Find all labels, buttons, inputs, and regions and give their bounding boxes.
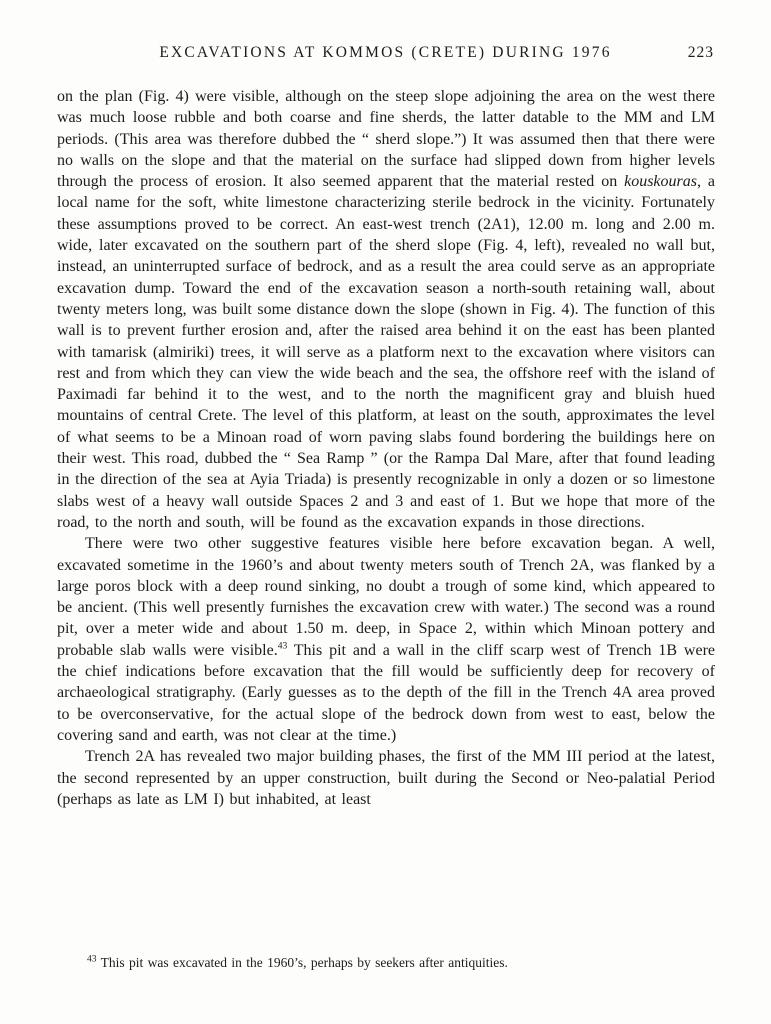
text-segment: There were two other suggestive features visible here before excavation began. A well, excavated sometime in the 1960’s and about twenty meters south of Trench 2A, was flanked by a large poros block with a deep round sinking, no doubt a trough of some kind, which appeared to be ancient. (This well presently furnishes the excavation crew with water.) The second was a round pit, over a meter wide and about 1.50 m. deep, in Space 2, within which Minoan pottery and probable slab walls were visible. (57, 535, 715, 659)
text-segment: Trench 2A has revealed two major building phases, the first of the MM III period at the latest, the second represented by an upper construction, built during the Second or Neo-palatial Period (perhaps as late as LM I) but inhabited, at least (57, 748, 715, 808)
text-segment: , a local name for the soft, white limestone characterizing sterile bedrock in the vicinity. Fortunately these assumptions proved to be correct. An east-west trench (2A1), 12.00 m. long and 2.00 m. wide, later excavated on the southern part of the sherd slope (Fig. 4, left), revealed no wall but, instead, an uninterrupted surface of bedrock, and as a result the area could serve as an appropriate excavation dump. Toward the end of the excavation season a north-south retaining wall, about twenty meters long, was built some distance down the slope (shown in Fig. 4). The function of this wall is to prevent further erosion and, after the raised area behind it on the east has been planted with tamarisk (almiriki) trees, it will serve as a platform next to the excavation where visitors can rest and from which they can view the wide beach and the sea, the offshore reef with the island of Paximadi far behind it to the west, and to the north the magnificent gray and bluish hued mountains of central Crete. The level of this platform, at least on the south, approximates the level of what seems to be a Minoan road of worn paving slabs found bordering the buildings here on their west. This road, dubbed the “ Sea Ramp ” (or the Rampa Dal Mare, after that found leading in the direction of the sea at Ayia Triada) is presently recognizable in only a dozen or so limestone slabs west of a heavy wall outside Spaces 2 and 3 and east of 1. But we hope that more of the road, to the north and south, will be found as the excavation expands in those directions. (57, 173, 716, 531)
text-segment: This pit and a wall in the cliff scarp west of Trench 1B were the chief indications before excavation that the fill would be sufficiently deep for recovery of archaeological stratigraphy. (Early guesses as to the depth of the fill in the Trench 4A area proved to be overconservative, for the actual slope of the bedrock down from west to east, below the covering sand and earth, was not clear at the time.) (57, 641, 715, 744)
page-number: 223 (687, 44, 714, 61)
paragraph (57, 746, 715, 810)
italic-term: kouskouras (624, 173, 697, 191)
footnote-reference: 43 (277, 641, 288, 652)
text-segment: on the plan (Fig. 4) were visible, although on the steep slope adjoining the area on the west there was much loose rubble and both coarse and fine sherds, the latter datable to the MM and LM periods. (This area was therefore dubbed the “ sherd slope.”) It was assumed then that there were no walls on the slope and that the material on the surface had slipped down from higher levels through the process of erosion. It also seemed apparent that the material rested on (57, 88, 715, 191)
footnote-reference: 43 (87, 954, 97, 965)
body-text (57, 86, 715, 810)
paragraph (57, 533, 715, 746)
footnote (57, 954, 715, 972)
paragraph (57, 86, 715, 533)
running-head (57, 44, 714, 66)
running-title: EXCAVATIONS AT KOMMOS (CRETE) DURING 1976 (159, 44, 612, 61)
text-segment: This pit was excavated in the 1960’s, perhaps by seekers after antiquities. (96, 955, 508, 970)
